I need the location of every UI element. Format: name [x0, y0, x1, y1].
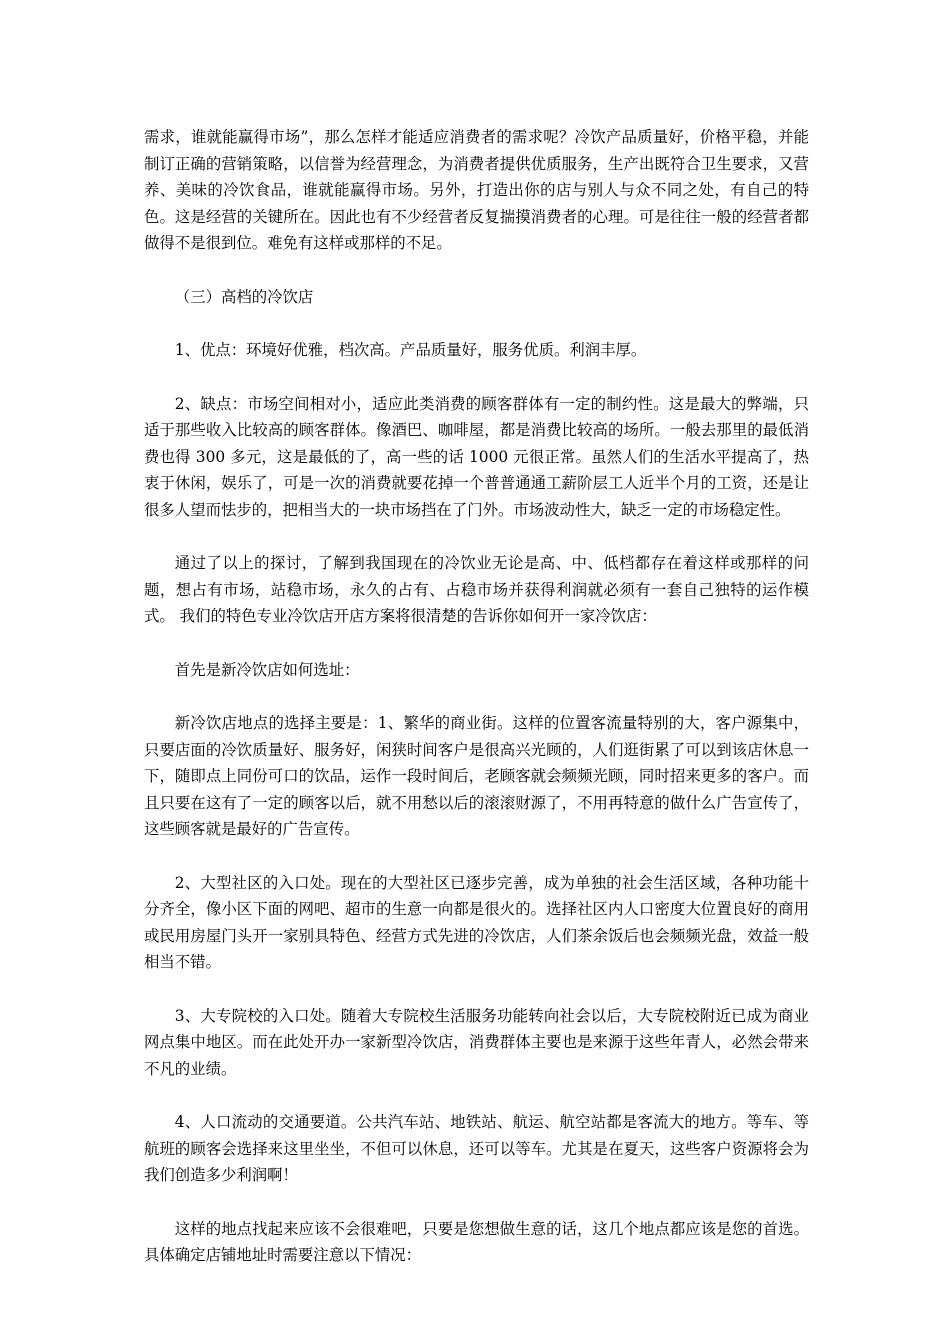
paragraph-location-college: 3、大专院校的入口处。随着大专院校生活服务功能转向社会以后，大专院校附近已成为商业网点集中地区。而在此处开办一家新型冷饮店，消费群体主要也是来源于这些年青人，必然会带来不凡的业绩。 [144, 1006, 809, 1078]
paragraph-summary: 通过了以上的探讨，了解到我国现在的冷饮业无论是高、中、低档都存在着这样或那样的问题，想占有市场，站稳市场，永久的占有、占稳市场并获得利润就必须有一套自己独特的运作模式。 我们的特色专业冷饮店开店方案将很清楚的告诉你如何开一家冷饮店： [144, 554, 809, 625]
paragraph-advantages: 1、优点：环境好优雅，档次高。产品质量好，服务优质。利润丰厚。 [174, 341, 647, 359]
paragraph-disadvantages: 2、缺点：市场空间相对小，适应此类消费的顾客群体有一定的制约性。这是最大的弊端，只适于那些收入比较高的顾客群体。像酒巴、咖啡屋，都是消费比较高的场所。一般去那里的最低消费也得 300 多元，这是最低的了，高一些的话 1000 元很正常。虽然人们的生活水平提高了，热衷于休闲，娱乐了，可是一次的消费就要花掉一个普普通通工薪阶层工人近半个月的工资，还是让很多人望而怯步的，把相当大的一块市场挡在了门外。市场波动性大，缺乏一定的市场稳定性。 [144, 394, 809, 519]
paragraph-location-commercial-street: 新冷饮店地点的选择主要是：1、繁华的商业街。这样的位置客流量特别的大，客户源集中，只要店面的冷饮质量好、服务好，闲狭时间客户是很高兴光顾的，人们逛街累了可以到该店休息一下，随即点上同份可口的饮品，运作一段时间后，老顾客就会频频光顾，同时招来更多的客户。而且只要在这有了一定的顾客以后，就不用愁以后的滚滚财源了，不用再特意的做什么广告宣传了，这些顾客就是最好的广告宣传。 [144, 714, 809, 838]
paragraph-site-selection-intro: 首先是新冷饮店如何选址： [174, 660, 360, 679]
paragraph-location-transport: 4、人口流动的交通要道。公共汽车站、地铁站、航运、航空站都是客流大的地方。等车、等航班的顾客会选择来这里坐坐，不但可以休息，还可以等车。尤其是在夏天，这些客户资源将会为我们创造多少利润啊！ [144, 1113, 809, 1184]
section-heading-high-end-shop: （三）高档的冷饮店 [174, 287, 314, 306]
paragraph-intro: 需求，谁就能赢得市场”，那么怎样才能适应消费者的需求呢？冷饮产品质量好，价格平稳，并能制订正确的营销策略，以信誉为经营理念，为消费者提供优质服务，生产出既符合卫生要求，又营养、美味的冷饮食品，谁就能赢得市场。另外，打造出你的店与别人与众不同之处，有自己的特色。这是经营的关键所在。因此也有不少经营者反复揣摸消费者的心理。可是往往一般的经营者都做得不是很到位。难免有这样或那样的不足。 [144, 128, 809, 252]
paragraph-conclusion: 这样的地点找起来应该不会很难吧，只要是您想做生意的话，这几个地点都应该是您的首选。 具体确定店铺地址时需要注意以下情况： [144, 1219, 809, 1264]
paragraph-location-community: 2、大型社区的入口处。现在的大型社区已逐步完善，成为单独的社会生活区域，各种功能十分齐全，像小区下面的网吧、超市的生意一向都是很火的。选择社区内人口密度大位置良好的商用或民用房屋门头开一家别具特色、经营方式先进的冷饮店，人们茶余饭后也会频频光盘，效益一般相当不错。 [144, 873, 809, 971]
document-page [144, 124, 809, 1296]
